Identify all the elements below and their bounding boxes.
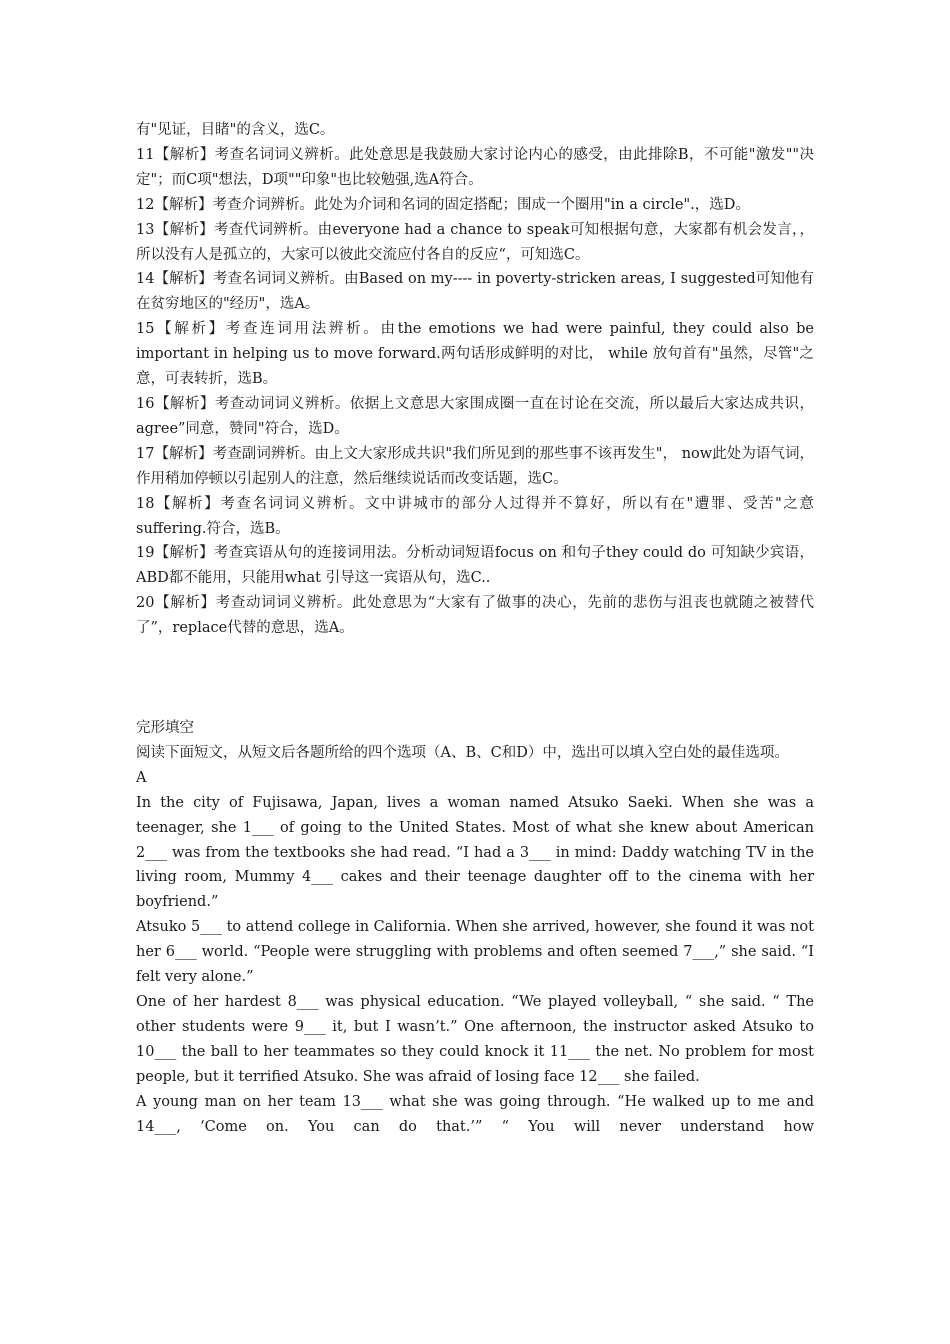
section-heading: 完形填空 [136, 720, 194, 737]
document-page [136, 118, 814, 1139]
analysis-paragraph: 19【解析】考查宾语从句的连接词用法。分析动词短语focus on 和句子they could do 可知缺少宾语，ABD都不能用，只能用what 引导这一宾语从句，选C.. [136, 545, 814, 587]
analysis-paragraph: 17【解析】考查副词辨析。由上文大家形成共识"我们所见到的那些事不该再发生"， now此处为语气词，作用稍加停顿以引起别人的注意，然后继续说话而改变话题，选C。 [136, 445, 814, 487]
passage-paragraph: A young man on her team 13___ what she was going through. “He walked up to me and 14___, ‘Come on. You can do that.’” “ You will never understand how [136, 1093, 814, 1135]
passage-paragraph: Atsuko 5___ to attend college in California. When she arrived, however, she found it was not her 6___ world. “People were struggling with problems and often seemed 7___,” she said. “I felt very alone.” [136, 919, 814, 986]
section-instructions: 阅读下面短文，从短文后各题所给的四个选项（A、B、C和D）中，选出可以填入空白处的最佳选项。 [136, 744, 789, 761]
passage-paragraph: One of her hardest 8___ was physical education. “We played volleyball, “ she said. “ The other students were 9___ it, but I wasn’t.” One afternoon, the instructor asked Atsuko to 10___ the ball to her teammates so they could knock it 11___ the net. No problem for most people, but it terrified Atsuko. She was afraid of losing face 12___ she failed. [136, 994, 814, 1085]
analysis-paragraph: 18【解析】考查名词词义辨析。文中讲城市的部分人过得并不算好，所以有在"遭罪、受苦"之意suffering.符合，选B。 [136, 495, 814, 537]
analysis-paragraph: 20【解析】考查动词词义辨析。此处意思为“大家有了做事的决心，先前的悲伤与沮丧也就随之被替代了”，replace代替的意思，选A。 [136, 595, 814, 637]
passage-label: A [136, 769, 147, 786]
passage-paragraph: In the city of Fujisawa, Japan, lives a woman named Atsuko Saeki. When she was a teenager, she 1___ of going to the United States. Most of what she knew about American 2___ was from the textbooks she had read. “I had a 3___ in mind: Daddy watching TV in the living room, Mummy 4___ cakes and their teenage daughter off to the cinema with her boyfriend.” [136, 794, 814, 911]
section-spacer [136, 641, 814, 716]
analysis-paragraph: 12【解析】考查介词辨析。此处为介词和名词的固定搭配；围成一个圈用"in a circle".，选D。 [136, 196, 750, 213]
analysis-paragraph: 16【解析】考查动词词义辨析。依据上文意思大家围成圈一直在讨论在交流，所以最后大家达成共识，agree”同意，赞同"符合，选D。 [136, 395, 814, 437]
analysis-paragraph: 15【解析】考查连词用法辨析。由the emotions we had were painful, they could also be important in helping us to move forward.两句话形成鲜明的对比， while 放句首有"虽然，尽管"之意，可表转折，选B。 [136, 321, 814, 388]
analysis-paragraph: 11【解析】考查名词词义辨析。此处意思是我鼓励大家讨论内心的感受，由此排除B，不可能"激发""决定"；而C项"想法，D项""印象"也比较勉强,选A符合。 [136, 146, 814, 188]
analysis-paragraph: 13【解析】考查代词辨析。由everyone had a chance to speak可知根据句意，大家都有机会发言，，所以没有人是孤立的，大家可以彼此交流应付各自的反应“，可知选C。 [136, 221, 814, 263]
analysis-paragraph: 有"见证，目睹"的含义，选C。 [136, 122, 335, 138]
analysis-paragraph: 14【解析】考查名词词义辨析。由Based on my---- in poverty-stricken areas, I suggested可知他有在贫穷地区的"经历"，选A。 [136, 271, 814, 313]
